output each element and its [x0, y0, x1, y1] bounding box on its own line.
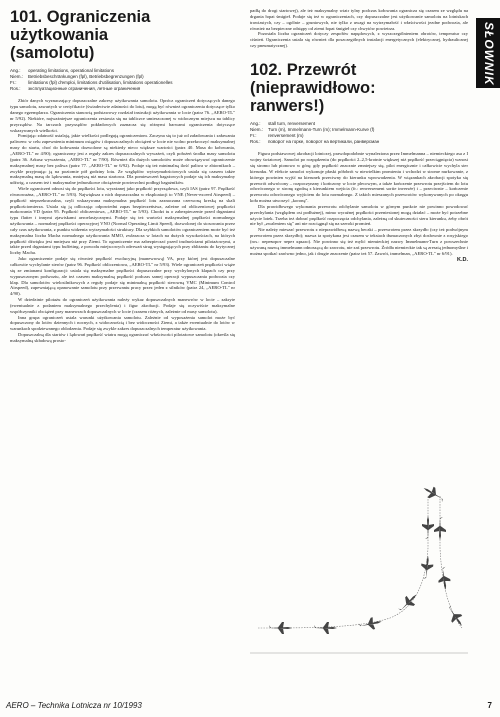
page-number: 7: [487, 701, 492, 710]
language-code: Ang.:: [10, 68, 21, 73]
translation-text: поворот на горке, поворот на вертикали, ранверсман: [268, 139, 380, 145]
airplane-icon: [420, 556, 434, 580]
article-102-title: [250, 61, 468, 115]
body-paragraph: Jako ograniczenie podaje się również prędkość ewolucyjną (manewrową) VA, przy której jest dopuszczalne całkowite wychylanie sterów (patrz 96. Prędkość obliczeniowa, „AERO-TL" nr 5/93). Wiele ograniczeń prędkości wiąże się ze zmianami konfiguracji: ustala się maksymalne prędkości dopuszczalne przy wychylonych klapach czy przy wypuszczonym podwoziu, ale też czasem maksymalną prędkość podczas samej operacji wypuszczania podwozia czy klap. Dla samolotów wielosilnikowych z reguły podaje się minimalną prędkość sterowną VMC (Minimum Control Airspeed), zapewniającą opanowanie samolotu przy przerwaniu pracy przez jeden z silników (patrz 24, „AERO-TL" nr 4/90).: [10, 256, 235, 297]
airplane-icon: [437, 566, 452, 590]
language-code: Niem.:: [10, 74, 24, 80]
flight-path: [258, 496, 462, 628]
body-paragraph: Pozostała liczba ograniczeń dotyczy zespołów napędowych, z wyszczególnieniem obrotów, temperatur czy ciśnień. Ograniczenia ustala się również dla poszczególnych instalacji energetycznych (elektrycznej, hydraulicznej czy pneumatycznej).: [250, 31, 468, 49]
language-code: Niem.:: [250, 127, 264, 132]
airplane-icon: [434, 517, 446, 540]
body-paragraph: Figura podstawowej akrobacji lotniczej, prawdopodobnie wynaleziona przez Immelmanna – niemieckiego asa z I wojny światowej. Samolot po rozpędzeniu (do prędkości 2–2,5-krotnie większej niż prędkość przeciągnięcia) wznosi się stromo lub pionowo w górę; gdy prędkość znacznie zmniejszy się, pilot energicznie i całkowicie wychyla ster kierunku. W efekcie samolot wykonuje płaski półobrót w niewielkim promieniu i wchodzi w strome nurkowanie, z którego powinien wyjść na kierunek przeciwny do kierunku wprowadzenia. W wiązankach akrobacji spotyka się przewrót odwrócony – rozpoczynany i kończony w locie plecowym, a także kończenie przewrotu przejściem do lotu odwróconego w stronę zgodną z kierunkiem wejścia (fr.: renversement sortie inversée) i – przeciwnie – kończenie przewrotu odwróconego wyjściem do lotu normalnego. Z takich mieszanych przewrotów wykonywanych po okręgu koła można utworzyć „koronę".: [250, 151, 468, 204]
airplane-icon: [269, 622, 292, 634]
language-code: Fr.:: [250, 133, 257, 139]
title-line: 102. Przewrót (nieprawidłowo:: [250, 60, 376, 97]
translations-list: [250, 121, 468, 145]
body-paragraph: Dla prawidłowego wykonania przewrotu odchylanie samolotu w górnym punkcie nie powinno powodować przechylania (względem osi podłużnej), mimo wyraźnej prędkości przeniesionej mogą działać – może być potrzebne użycie lotek. Trzeba też dobrać prędkość rozpoczęcia odchylania, zależną od skuteczności steru kierunku, żeby obrót nie był „zwaleniem się" ani nie rozciągnął się na szeroki promień.: [250, 203, 468, 227]
page-footer: [6, 701, 492, 710]
article-101-title: [10, 8, 235, 62]
translation-text: limitations (fpl) d'emploi, limitations d'utilisation, limitations operationelles: [28, 80, 173, 86]
left-column: [10, 8, 235, 344]
section-label: SŁOWNIK: [482, 22, 496, 86]
title-line: ranwers!): [250, 96, 325, 115]
body-paragraph: W dziedzinie pilotażu do ograniczeń użytkowania należy wykaz dopuszczalnych manewrów w locie – zakryte (ewentualnie z podaniem maksymalnego przechylenia) i figur akrobacji. Podaje się oczywiście maksymalne współczynniki obciążeń przy manewrach dopuszczalnych w locie (czasem różnych, zależnie od masy samolotu).: [10, 297, 235, 314]
translation-text: operating limitations, operational limitations: [28, 68, 115, 73]
body-paragraph: Inna grupa ograniczeń ustala warunki użytkowania samolotu. Zależnie od wyposażenia samolot może być dopuszczony do lotów dziennych i nocnych, z widocznością i bez widoczności Ziemi, a także ewentualnie do lotów w warunkach spodziewanego oblodzenia. Podaje się zwykle zakres dopuszczalnych temperatur użytkowania.: [10, 314, 235, 332]
translation-row: [250, 139, 468, 145]
right-column: [250, 8, 468, 264]
translation-text: Betriebsbeschränkungen (fpl), Betriebsbegrenzungen (fpl): [28, 74, 144, 80]
stall-turn-illustration: [250, 478, 468, 670]
translation-text: stall turn, renversement: [268, 120, 316, 126]
title-line: (samolotu): [10, 44, 95, 62]
language-code: Ros.:: [10, 86, 21, 92]
translation-row: [10, 86, 235, 92]
title-line: 101. Ograniczenia użytkowania: [10, 8, 151, 44]
language-code: Ang.:: [250, 120, 261, 126]
body-paragraph: Nie należy mieszać przewrotu z nieprawidłową nazwą beczki – przewrotem przez skrzydło (czy też podwójnym przewrotem przez skrzydło); nazwa ta spotykana jest czasem w tekstach tłumaczonych zbyt dosłownie z rosyjskiego (ros.: переворот через крыло). Nie powinno się też mylić niemieckiej nazwy Immelmann-Turn z powszechnie używaną nazwą immelmann odnoszącą do zawrotu, nie zaś przewrotu. Źródła niemieckie tak są zresztą jednomyślne i można spotkać zarówno jedno, jak i drugie znaczenie (patrz też 57. Zawrót, immelman, „AERO-TL" nr 6/91).: [250, 227, 468, 256]
airplane-icon: [396, 590, 421, 615]
body-paragraph: Dopuszczalną dla startów i lądowań prędkość wiatru mogą ograniczać właściwości pilotażowe samolotu (określa się maksymalną składową prosto-: [10, 332, 235, 343]
airplane-icon: [421, 483, 447, 505]
publication-name: AERO – Technika Lotnicza nr 10/1993: [6, 701, 142, 710]
author-initials: K.D.: [457, 257, 468, 264]
airplane-icon: [314, 622, 337, 634]
body-paragraph: padłą do drogi startowej), ale też maksymalny wiatr tylny podczas kołowania ogranicza się czasem ze względu na drgania łopat śmigieł. Podaje się też w ograniczeniach, czy dopuszczalne jest użytkowanie samolotu na lotniskach trawiastych, czy – ogólnie – gruntowych, nie tylko z uwagi na wytrzymałość i właściwości jezdne podwozia, ale również na bezpieczne odstępy od ziemi łopat śmigieł czy chwytów powietrza.: [250, 8, 468, 31]
translation-text: Turn (m), Immelmann-Turn (m); Immelmann-Kurve (f): [268, 127, 375, 132]
body-paragraph: Wiele ograniczeń odnosi się do prędkości lotu, wyrażanej jako prędkość przyrządowa, czyli IAS (patrz 97. Prędkość równoważna, „AERO-TL" nr 5/93). Największa z nich dopuszczalna w eksploatacji to VNE (Never-exceed Airspeed) – prędkość nieprzekraczalna, czyli wskazywana maksymalna prędkość lotu zaznaczana czerwoną kreską na skali prędkościomierza. Ustala się ją odliczając odpowiedni zapas bezpieczeństwa, zależne od obliczeniowej prędkości nurkowania VD (patrz 95. Prędkość obliczeniowa, „AERO-TL" nr 5/93). Chodzi tu o zabezpieczenie przed drganiami typu flatter i innymi zjawiskami aeroelastycznymi. Podaje się też wartości maksymalnej prędkości normalnego użytkowania – normalnej prędkości operacyjnej VNO (Normal Operating Limit Speed), dozwolonej do stosowania przez cały czas użytkowania, z punktu widzenia wytrzymałości struktury. Dla szybkich samolotów ograniczeniem może być też maksymalna liczba Macha normalnego użytkowania MMO, zwłaszcza w lotach na dużych wysokościach, na których prędkość dźwięku jest mniejsza niż przy Ziemi. To ograniczenie ma zabezpieczać przed trudnościami pilotażowymi, a także przed drganiami typu buffeting, z powodu miejscowych oderwań strug występujących przy zbliżaniu do krytycznej liczby Macha.: [10, 186, 235, 256]
language-code: Ros.:: [250, 139, 261, 145]
translations-list: [10, 68, 235, 92]
airplane-icon: [444, 604, 467, 630]
translation-text: эксплуатационные ограничения, летные ограничения: [28, 86, 141, 92]
airplane-icon: [422, 516, 434, 539]
body-paragraph: Zbiór danych wyznaczający dopuszczalne zakresy użytkowania samolotu. Oprócz ograniczeń dotyczących danego typu samolotu, zawartych w certyfikacie (świadectwie zdatności do lotu), mogą być również ograniczenia dotyczące tylko danego egzemplarza. Ograniczenia stanowią podstawowy rozdział instrukcji użytkowania w locie (patrz 76. „AERO-TL" nr 5/92). Niektóre, najważniejsze ograniczenia zestawia się na tabliczce umieszczonej w widocznym miejscu na tablicy przyrządów. Na tarczach przyrządów pokładowych zaznacza się różnymi barwami ograniczenia dotyczące wskazywanych wielkości.: [10, 98, 236, 133]
body-paragraph: Pomijając zdatność ustalają, jakie wielkości podlegają ograniczeniom. Zaczyna się to już od załadowania i załawania paliwem: w celu zapewnienia minimum osiągów i dopuszczalnych obciążeń w locie nie wolno przekroczyć maksymalnej masy do startu, choć do kołowania dozwolone są niekiedy nieco większe wartości (patrz 40. Masa do kołowania, „AERO-TL" nr 4/90); ograniczony jest z reguły zakres dopuszczalnych wyważeń, czyli położeń środka masy samolotu (patrz 36. Arkusz wyważenia, „AERO-TL" nr 7/90). Również dla dużych samolotów może obowiązywać ograniczenie maksymalnej masy bez paliwa (patrz 77. „AERO-TL" nr 6/92). Podaje się też minimalną ilość paliwa w zbiornikach – zwykle przyjmując ją na poziomie pół godziny lotu. Ze względów wytrzymałościowych ustala się czasem także maksymalną masę do lądowania, mniejszą niż masa startowa. Dla pomieszczeń bagażowych podaje się ich maksymalny udźwig, a czasem też i maksymalne jednostkowe obciążenie powierzchni podłogi bagażników.: [10, 133, 235, 186]
language-code: Fr.:: [10, 80, 17, 86]
translation-text: renversement (m): [268, 133, 304, 139]
